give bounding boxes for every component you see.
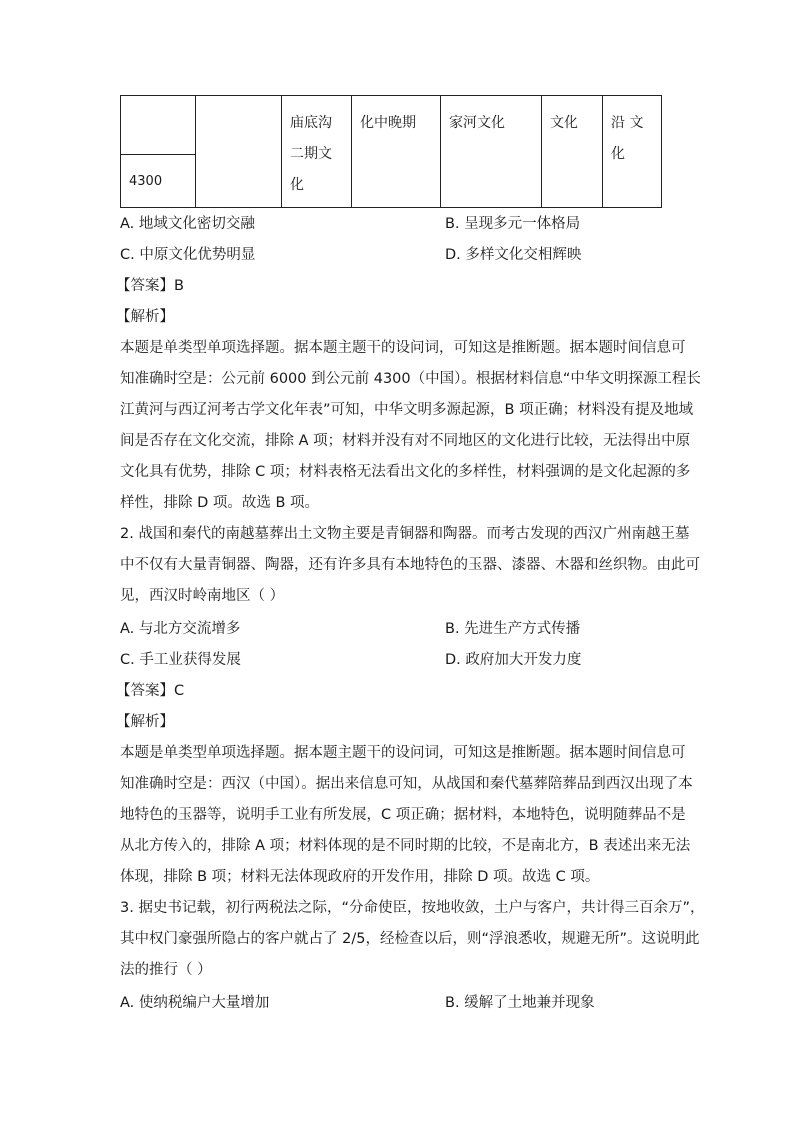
stem-line: 其中权门豪强所隐占的客户就占了 2/5，经检查以后，则“浮浪悉收，规避无所”。这说明此 (120, 931, 700, 947)
q1-option-a: A. 地域文化密切交融 (120, 216, 255, 232)
culture-table (120, 95, 662, 208)
q1-option-c: C. 中原文化优势明显 (120, 247, 256, 263)
stem-line: 法的推行（ ） (120, 962, 212, 978)
q2-option-d: D. 政府加大开发力度 (445, 652, 582, 668)
analysis-line: 江黄河与西辽河考古学文化年表”可知，中华文明多源起源，B 项正确；材料没有提及地域 (120, 402, 694, 418)
q2-option-c: C. 手工业获得发展 (120, 652, 241, 668)
table-cell: 文化 (542, 96, 603, 208)
q1-option-b: B. 呈现多元一体格局 (445, 216, 581, 232)
q1-answer: 【答案】B (116, 278, 184, 294)
q2-stem (120, 519, 700, 612)
q3-option-b: B. 缓解了土地兼并现象 (445, 995, 595, 1011)
stem-line: 中不仅有大量青铜器、陶器，还有许多具有本地特色的玉器、漆器、木器和丝织物。由此可 (120, 557, 700, 573)
table-cell (282, 96, 352, 208)
analysis-line: 本题是单类型单项选择题。据本题主题干的设问词，可知这是推断题。据本题时间信息可 (120, 340, 686, 356)
q2-answer: 【答案】C (116, 683, 185, 699)
table-cell (196, 96, 282, 208)
analysis-line: 样性，排除 D 项。故选 B 项。 (120, 495, 320, 511)
table-cell-text: 沿 文化 (611, 115, 644, 162)
q2-option-b: B. 先进生产方式传播 (445, 621, 581, 637)
q2-analysis (120, 738, 693, 893)
table-cell: 家河文化 (441, 96, 542, 208)
q1-option-d: D. 多样文化交相辉映 (445, 247, 582, 263)
q1-analysis (120, 333, 701, 519)
stem-line: 见，西汉时岭南地区（ ） (120, 588, 285, 604)
table-cell (603, 96, 662, 208)
analysis-line: 从北方传入的，排除 A 项；材料体现的是不同时期的比较，不是南北方，B 表述出来无法 (120, 838, 691, 854)
analysis-line: 知准确时空是：西汉（中国）。据出来信息可知，从战国和秦代墓葬陪葬品到西汉出现了本 (120, 776, 693, 792)
analysis-line: 地特色的玉器等，说明手工业有所发展，C 项正确；据材料，本地特色，说明随葬品不是 (120, 807, 686, 823)
table-cell: 4300 (121, 155, 196, 208)
q3-option-a: A. 使纳税编户大量增加 (120, 995, 270, 1011)
q2-analysis-title: 【解析】 (116, 714, 174, 730)
q3-stem (120, 893, 705, 986)
table-cell (121, 96, 196, 155)
q2-option-a: A. 与北方交流增多 (120, 621, 241, 637)
q1-analysis-title: 【解析】 (116, 309, 174, 325)
table-cell: 化中晚期 (352, 96, 441, 208)
analysis-line: 知准确时空是：公元前 6000 到公元前 4300（中国）。根据材料信息“中华文明探源工程长 (120, 371, 701, 387)
stem-line: 3. 据史书记载，初行两税法之际，“分命使臣，按地收敛，土户与客户，共计得三百余万”， (120, 900, 705, 916)
stem-line: 2. 战国和秦代的南越墓葬出土文物主要是青铜器和陶器。而考古发现的西汉广州南越王墓 (120, 526, 690, 542)
analysis-line: 文化具有优势，排除 C 项；材料表格无法看出文化的多样性，材料强调的是文化起源的多 (120, 464, 691, 480)
analysis-line: 本题是单类型单项选择题。据本题主题干的设问词，可知这是推断题。据本题时间信息可 (120, 745, 686, 761)
analysis-line: 间是否存在文化交流，排除 A 项；材料并没有对不同地区的文化进行比较，无法得出中原 (120, 433, 691, 449)
analysis-line: 体现，排除 B 项；材料无法体现政府的开发作用，排除 D 项。故选 C 项。 (120, 869, 600, 885)
table-cell-text: 庙底沟二期文化 (290, 115, 332, 193)
